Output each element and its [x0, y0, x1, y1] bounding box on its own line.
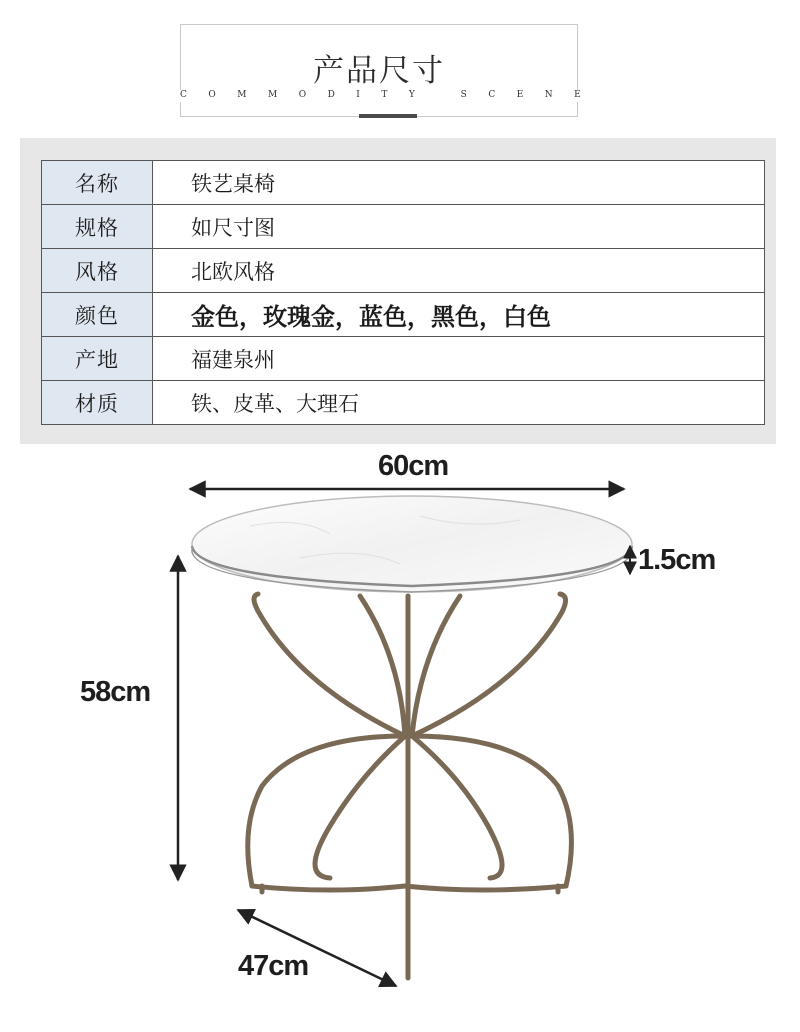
spec-value: 金色，玫瑰金，蓝色，黑色，白色: [153, 293, 765, 337]
spec-key: 规格: [42, 205, 153, 249]
spec-table: [41, 160, 765, 425]
spec-key: 产地: [42, 337, 153, 381]
title-box: [180, 24, 578, 117]
spec-row-size: [42, 205, 765, 249]
spec-value: 铁艺桌椅: [153, 161, 765, 205]
table-illustration: [0, 446, 800, 1028]
diameter-label: 60cm: [378, 450, 449, 482]
spec-value: 福建泉州: [153, 337, 765, 381]
page-title: 产品尺寸: [313, 53, 445, 89]
spec-key: 风格: [42, 249, 153, 293]
spec-key: 颜色: [42, 293, 153, 337]
page-subtitle: COMMODITY SCENE: [180, 90, 603, 100]
depth-label: 47cm: [238, 950, 309, 982]
spec-row-name: [42, 161, 765, 205]
tabletop: [192, 496, 632, 592]
spec-value: 如尺寸图: [153, 205, 765, 249]
spec-row-color: [42, 293, 765, 337]
thickness-label: 1.5cm: [638, 544, 716, 576]
spec-key: 名称: [42, 161, 153, 205]
spec-row-style: [42, 249, 765, 293]
title-underline: [359, 114, 417, 118]
spec-value: 北欧风格: [153, 249, 765, 293]
spec-row-material: [42, 381, 765, 425]
dimension-drawing: [0, 446, 800, 1028]
spec-key: 材质: [42, 381, 153, 425]
spec-row-origin: [42, 337, 765, 381]
height-label: 58cm: [80, 676, 151, 708]
spec-value: 铁、皮革、大理石: [153, 381, 765, 425]
table-legs: [248, 594, 572, 978]
subtitle-strip: [168, 90, 603, 102]
